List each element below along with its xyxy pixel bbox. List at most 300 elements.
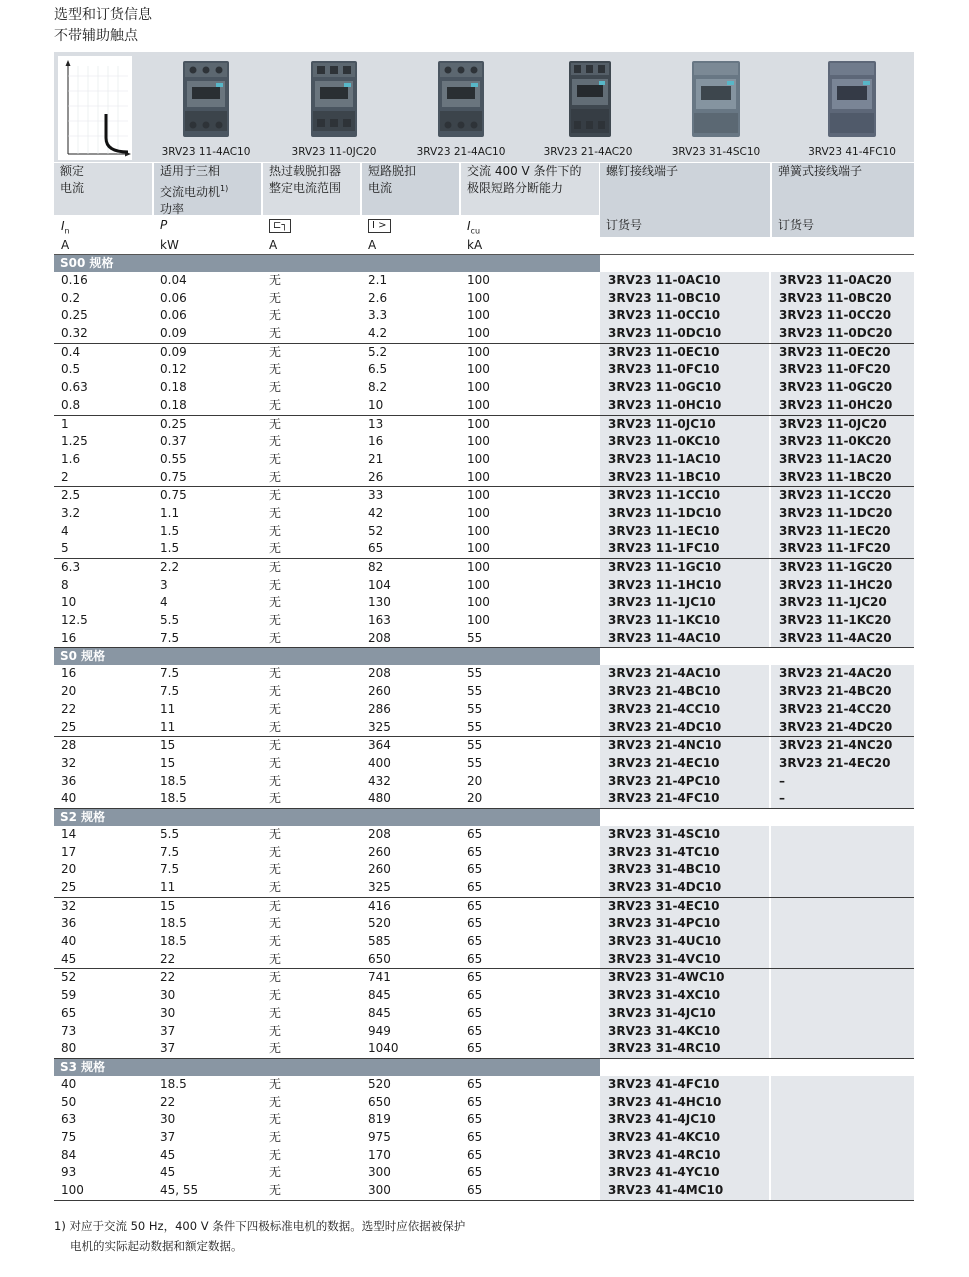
spring-order-number-cell — [771, 826, 914, 844]
row-group — [54, 665, 914, 737]
footnote — [54, 1216, 465, 1256]
screw-order-number-cell: 3RV23 31-4SC10 — [600, 826, 769, 844]
screw-order-number-cell: 3RV23 31-4XC10 — [600, 987, 769, 1005]
short-circuit-current-cell: 42 — [368, 505, 384, 520]
motor-power-cell: 5.5 — [160, 826, 180, 841]
motor-power-cell: 30 — [160, 1112, 176, 1127]
breaking-capacity-cell: 100 — [467, 308, 490, 323]
motor-power-cell: 7.5 — [160, 666, 180, 681]
short-circuit-current-cell: 949 — [368, 1023, 391, 1038]
product-label: 3RV23 21-4AC20 — [543, 146, 633, 158]
motor-power-cell: 0.55 — [160, 451, 187, 466]
short-circuit-current-cell: 208 — [368, 630, 391, 645]
rated-current-cell: 75 — [61, 1129, 77, 1144]
row-group — [54, 737, 914, 809]
thermal-range-cell: 无 — [269, 416, 282, 431]
screw-order-number-cell: 3RV23 31-4TC10 — [600, 844, 769, 862]
motor-power-cell: 0.06 — [160, 290, 187, 305]
spring-order-number-cell: 3RV23 11-0AC20 — [771, 272, 914, 290]
breaker-device-icon — [434, 59, 488, 139]
row-group — [54, 344, 914, 416]
table-row — [54, 540, 914, 558]
breaking-capacity-cell: 65 — [467, 1023, 483, 1038]
short-circuit-current-cell: 208 — [368, 666, 391, 681]
motor-power-cell: 11 — [160, 719, 176, 734]
short-circuit-current-cell: 33 — [368, 488, 384, 503]
spring-order-number-cell: 3RV23 21-4NC20 — [771, 737, 914, 755]
spring-order-number-cell — [771, 933, 914, 951]
screw-order-number-cell: 3RV23 11-1DC10 — [600, 505, 769, 523]
table-row — [54, 773, 914, 791]
table-row — [54, 898, 914, 916]
breaking-capacity-cell: 20 — [467, 773, 483, 788]
motor-power-cell: 0.04 — [160, 273, 187, 287]
spring-order-number-cell — [771, 915, 914, 933]
motor-power-cell: 45, 55 — [160, 1183, 199, 1197]
short-circuit-current-cell: 130 — [368, 595, 391, 610]
spring-order-number-cell: 3RV23 11-1JC20 — [771, 594, 914, 612]
table-row — [54, 594, 914, 612]
table-row — [54, 433, 914, 451]
screw-order-number-cell: 3RV23 11-0JC10 — [600, 416, 769, 434]
screw-order-number-cell: 3RV23 21-4BC10 — [600, 683, 769, 701]
spring-order-number-cell: – — [771, 790, 914, 808]
breaking-capacity-cell: 65 — [467, 880, 483, 894]
header-rated-current: 额定 电流 — [54, 163, 152, 215]
short-circuit-current-cell: 26 — [368, 469, 384, 484]
short-circuit-current-cell: 286 — [368, 701, 391, 716]
table-row — [54, 1129, 914, 1147]
spring-order-number-cell — [771, 987, 914, 1005]
rated-current-cell: 0.32 — [61, 326, 88, 341]
motor-power-cell: 7.5 — [160, 862, 180, 877]
motor-power-cell: 0.75 — [160, 488, 187, 503]
spring-order-number-cell — [771, 1005, 914, 1023]
thermal-range-cell: 无 — [269, 1129, 282, 1144]
spring-order-number-cell — [771, 1129, 914, 1147]
thermal-range-cell: 无 — [269, 719, 282, 734]
motor-power-cell: 7.5 — [160, 630, 180, 645]
screw-order-number-cell: 3RV23 11-0EC10 — [600, 344, 769, 362]
thermal-range-cell: 无 — [269, 934, 282, 949]
breaking-capacity-cell: 100 — [467, 362, 490, 377]
short-circuit-current-cell: 300 — [368, 1165, 391, 1180]
thermal-range-cell: 无 — [269, 541, 282, 556]
product-label: 3RV23 11-0JC20 — [291, 146, 377, 158]
thermal-range-cell: 无 — [269, 755, 282, 770]
rated-current-cell: 32 — [61, 898, 77, 913]
short-circuit-current-cell: 8.2 — [368, 380, 388, 395]
rated-current-cell: 20 — [61, 862, 77, 877]
rated-current-cell: 6.3 — [61, 560, 81, 574]
motor-power-cell: 1.5 — [160, 523, 180, 538]
spring-order-number-cell: – — [771, 773, 914, 791]
motor-power-cell: 0.06 — [160, 308, 187, 323]
breaking-capacity-cell: 100 — [467, 416, 490, 431]
symbol-in: $I_n$ — [61, 219, 70, 236]
spring-order-number-cell: 3RV23 11-0EC20 — [771, 344, 914, 362]
rated-current-cell: 8 — [61, 577, 69, 592]
symbol-p: P — [160, 218, 168, 232]
thermal-range-cell: 无 — [269, 1094, 282, 1109]
thermal-range-cell: 无 — [269, 916, 282, 931]
thermal-range-cell: 无 — [269, 505, 282, 520]
screw-order-number-cell: 3RV23 11-0BC10 — [600, 290, 769, 308]
header-short-circuit: 短路脱扣 电流 — [362, 163, 459, 215]
rated-current-cell: 17 — [61, 844, 77, 859]
ordering-table — [54, 255, 914, 1201]
motor-power-cell: 22 — [160, 1094, 176, 1109]
short-circuit-current-cell: 16 — [368, 434, 384, 449]
motor-power-cell: 18.5 — [160, 934, 187, 949]
thermal-range-cell: 无 — [269, 666, 282, 681]
thermal-range-cell: 无 — [269, 326, 282, 341]
screw-order-number-cell: 3RV23 11-0CC10 — [600, 307, 769, 325]
motor-power-cell: 15 — [160, 755, 176, 770]
motor-power-cell: 2.2 — [160, 560, 180, 574]
breaking-capacity-cell: 100 — [467, 380, 490, 395]
screw-order-number-cell: 3RV23 21-4NC10 — [600, 737, 769, 755]
table-row — [54, 1076, 914, 1094]
thermal-range-cell: 无 — [269, 773, 282, 788]
thermal-range-cell: 无 — [269, 488, 282, 503]
rated-current-cell: 0.5 — [61, 362, 81, 377]
motor-power-cell: 11 — [160, 701, 176, 716]
motor-power-cell: 0.18 — [160, 380, 187, 395]
spring-order-number-cell: 3RV23 11-0KC20 — [771, 433, 914, 451]
motor-power-cell: 0.25 — [160, 416, 187, 431]
screw-order-number-cell: 3RV23 41-4HC10 — [600, 1094, 769, 1112]
footnote-line: 1) 对应于交流 50 Hz，400 V 条件下四极标准电机的数据。选型时应依据被保护 — [54, 1219, 466, 1233]
motor-power-cell: 37 — [160, 1023, 176, 1038]
motor-power-cell: 45 — [160, 1147, 176, 1162]
breaking-capacity-cell: 65 — [467, 1076, 483, 1091]
breaking-capacity-cell: 100 — [467, 541, 490, 556]
thermal-range-cell: 无 — [269, 451, 282, 466]
rated-current-cell: 22 — [61, 701, 77, 716]
breaker-device-icon — [307, 59, 361, 139]
screw-order-number-cell: 3RV23 21-4EC10 — [600, 755, 769, 773]
motor-power-cell: 0.12 — [160, 362, 187, 377]
table-row — [54, 951, 914, 969]
spring-order-number-cell — [771, 1076, 914, 1094]
short-circuit-current-cell: 650 — [368, 1094, 391, 1109]
header-thermal-range: 热过载脱扣器 整定电流范围 — [263, 163, 360, 215]
rated-current-cell: 63 — [61, 1112, 77, 1127]
short-circuit-current-cell: 10 — [368, 397, 384, 412]
breaking-capacity-cell: 100 — [467, 344, 490, 359]
spring-order-number-cell: 3RV23 11-4AC20 — [771, 630, 914, 648]
thermal-range-cell: 无 — [269, 273, 282, 287]
table-row — [54, 272, 914, 290]
motor-power-cell: 18.5 — [160, 791, 187, 806]
spring-order-number-cell: 3RV23 11-0CC20 — [771, 307, 914, 325]
section-title: S2 规格 — [54, 809, 600, 826]
table-row — [54, 790, 914, 808]
breaking-capacity-cell: 100 — [467, 273, 490, 287]
spring-order-number-cell — [771, 1147, 914, 1165]
rated-current-cell: 10 — [61, 595, 77, 610]
motor-power-cell: 5.5 — [160, 613, 180, 628]
breaker-device-icon — [179, 59, 233, 139]
table-row — [54, 1147, 914, 1165]
short-circuit-current-cell: 2.1 — [368, 273, 388, 287]
short-circuit-current-cell: 520 — [368, 1076, 391, 1091]
product-image — [274, 56, 394, 160]
spring-order-number-cell: 3RV23 21-4EC20 — [771, 755, 914, 773]
row-group — [54, 272, 914, 344]
short-circuit-current-cell: 300 — [368, 1183, 391, 1197]
subtitle-line: 不带辅助触点 — [54, 28, 138, 44]
breaking-capacity-cell: 65 — [467, 844, 483, 859]
motor-power-cell: 18.5 — [160, 1076, 187, 1091]
breaking-capacity-cell: 100 — [467, 469, 490, 484]
short-circuit-current-cell: 741 — [368, 970, 391, 985]
screw-order-number-cell: 3RV23 31-4UC10 — [600, 933, 769, 951]
rated-current-cell: 36 — [61, 773, 77, 788]
table-row — [54, 416, 914, 434]
product-label: 3RV23 21-4AC10 — [416, 146, 506, 158]
spring-order-number-cell: 3RV23 11-1FC20 — [771, 540, 914, 558]
row-group — [54, 487, 914, 559]
table-row — [54, 987, 914, 1005]
unit-label: A — [368, 238, 377, 252]
table-row — [54, 577, 914, 595]
motor-power-cell: 11 — [160, 880, 176, 894]
breaking-capacity-cell: 55 — [467, 630, 483, 645]
short-circuit-current-cell: 416 — [368, 898, 391, 913]
motor-power-cell: 4 — [160, 595, 168, 610]
breaking-capacity-cell: 65 — [467, 988, 483, 1003]
unit-label: kA — [467, 238, 483, 252]
breaking-capacity-cell: 100 — [467, 451, 490, 466]
breaking-capacity-cell: 65 — [467, 1041, 483, 1056]
unit-label: A — [61, 238, 70, 252]
motor-power-cell: 0.75 — [160, 469, 187, 484]
thermal-range-cell: 无 — [269, 844, 282, 859]
rated-current-cell: 73 — [61, 1023, 77, 1038]
motor-power-cell: 30 — [160, 988, 176, 1003]
product-image — [146, 56, 266, 160]
spring-order-number-cell: 3RV23 11-0DC20 — [771, 325, 914, 343]
short-circuit-current-cell: 480 — [368, 791, 391, 806]
table-row — [54, 719, 914, 737]
table-row — [54, 879, 914, 897]
breaking-capacity-cell: 65 — [467, 862, 483, 877]
page-title — [54, 5, 152, 47]
screw-order-number-cell: 3RV23 21-4DC10 — [600, 719, 769, 737]
product-image — [401, 56, 521, 160]
rated-current-cell: 0.8 — [61, 397, 81, 412]
spring-order-number-cell — [771, 1111, 914, 1129]
screw-order-number-cell: 3RV23 11-0FC10 — [600, 361, 769, 379]
short-circuit-current-cell: 650 — [368, 951, 391, 966]
breaking-capacity-cell: 65 — [467, 970, 483, 985]
row-group — [54, 826, 914, 898]
breaking-capacity-cell: 65 — [467, 1129, 483, 1144]
motor-power-cell: 22 — [160, 970, 176, 985]
title-line: 选型和订货信息 — [54, 7, 152, 23]
row-group — [54, 969, 914, 1058]
section-title: S00 规格 — [54, 255, 600, 272]
table-row — [54, 1040, 914, 1058]
breaking-capacity-cell: 65 — [467, 1094, 483, 1109]
short-circuit-current-cell: 163 — [368, 613, 391, 628]
thermal-range-cell: 无 — [269, 397, 282, 412]
product-image — [792, 56, 912, 160]
breaking-capacity-cell: 55 — [467, 719, 483, 734]
rated-current-cell: 1.25 — [61, 434, 88, 449]
short-circuit-current-cell: 260 — [368, 684, 391, 699]
spring-order-number-cell: 3RV23 11-1EC20 — [771, 523, 914, 541]
rated-current-cell: 5 — [61, 541, 69, 556]
short-circuit-current-cell: 400 — [368, 755, 391, 770]
breaker-device-icon — [825, 59, 879, 139]
screw-order-number-cell: 3RV23 31-4RC10 — [600, 1040, 769, 1058]
spring-order-number-cell: 3RV23 11-1BC20 — [771, 469, 914, 487]
breaking-capacity-cell: 55 — [467, 666, 483, 681]
spring-order-number-cell: 3RV23 11-0HC20 — [771, 397, 914, 415]
screw-order-number-cell: 3RV23 11-0GC10 — [600, 379, 769, 397]
thermal-range-cell: 无 — [269, 898, 282, 913]
rated-current-cell: 80 — [61, 1041, 77, 1056]
thermal-range-cell: 无 — [269, 630, 282, 645]
screw-order-number-cell: 3RV23 41-4RC10 — [600, 1147, 769, 1165]
short-circuit-current-cell: 325 — [368, 880, 391, 894]
rated-current-cell: 16 — [61, 666, 77, 681]
table-row — [54, 612, 914, 630]
table-row — [54, 969, 914, 987]
rated-current-cell: 28 — [61, 738, 77, 753]
screw-order-number-cell: 3RV23 11-1CC10 — [600, 487, 769, 505]
screw-order-number-cell: 3RV23 41-4JC10 — [600, 1111, 769, 1129]
header-spring-terminal: 弹簧式接线端子 — [772, 163, 914, 215]
section-header — [54, 809, 914, 826]
thermal-range-cell: 无 — [269, 826, 282, 841]
spring-order-number-cell: 3RV23 11-1GC20 — [771, 559, 914, 577]
thermal-range-cell: 无 — [269, 1023, 282, 1038]
thermal-range-cell: 无 — [269, 595, 282, 610]
rated-current-cell: 59 — [61, 988, 77, 1003]
short-circuit-current-cell: 4.2 — [368, 326, 388, 341]
unit-label: kW — [160, 238, 179, 252]
screw-order-number-cell: 3RV23 21-4FC10 — [600, 790, 769, 808]
short-circuit-current-cell: 585 — [368, 934, 391, 949]
product-image — [656, 56, 776, 160]
table-row — [54, 397, 914, 415]
rated-current-cell: 0.25 — [61, 308, 88, 323]
product-image — [528, 56, 648, 160]
row-group — [54, 898, 914, 970]
breaking-capacity-cell: 100 — [467, 488, 490, 503]
rated-current-cell: 4 — [61, 523, 69, 538]
rated-current-cell: 40 — [61, 791, 77, 806]
short-circuit-current-cell: 3.3 — [368, 308, 388, 323]
table-row — [54, 826, 914, 844]
rated-current-cell: 45 — [61, 951, 77, 966]
short-circuit-current-cell: 208 — [368, 826, 391, 841]
spring-order-number-cell: 3RV23 21-4DC20 — [771, 719, 914, 737]
breaking-capacity-cell: 55 — [467, 738, 483, 753]
screw-order-number-cell: 3RV23 31-4BC10 — [600, 861, 769, 879]
thermal-range-cell: 无 — [269, 862, 282, 877]
motor-power-cell: 7.5 — [160, 844, 180, 859]
table-row — [54, 755, 914, 773]
breaking-capacity-cell: 65 — [467, 1112, 483, 1127]
thermal-range-cell: 无 — [269, 290, 282, 305]
thermal-range-cell: 无 — [269, 434, 282, 449]
section-header — [54, 1059, 914, 1076]
spring-order-number-cell: 3RV23 11-1DC20 — [771, 505, 914, 523]
screw-order-number-cell: 3RV23 11-1GC10 — [600, 559, 769, 577]
row-group — [54, 1076, 914, 1201]
screw-order-number-cell: 3RV23 31-4KC10 — [600, 1023, 769, 1041]
row-group — [54, 416, 914, 488]
spring-order-number-cell — [771, 898, 914, 916]
table-row — [54, 379, 914, 397]
spring-order-number-cell: 3RV23 11-1CC20 — [771, 487, 914, 505]
screw-order-number-cell: 3RV23 11-0AC10 — [600, 272, 769, 290]
short-circuit-current-cell: 21 — [368, 451, 384, 466]
motor-power-cell: 37 — [160, 1129, 176, 1144]
spring-order-number-cell: 3RV23 11-0JC20 — [771, 416, 914, 434]
rated-current-cell: 12.5 — [61, 613, 88, 628]
screw-order-number-cell: 3RV23 11-1BC10 — [600, 469, 769, 487]
breaking-capacity-cell: 65 — [467, 916, 483, 931]
unit-label: A — [269, 238, 278, 252]
rated-current-cell: 84 — [61, 1147, 77, 1162]
screw-order-number-cell: 3RV23 11-4AC10 — [600, 630, 769, 648]
spring-order-number-cell: 3RV23 11-0BC20 — [771, 290, 914, 308]
short-circuit-current-cell: 13 — [368, 416, 384, 431]
rated-current-cell: 16 — [61, 630, 77, 645]
rated-current-cell: 2 — [61, 469, 69, 484]
rated-current-cell: 36 — [61, 916, 77, 931]
screw-order-number-cell: 3RV23 41-4KC10 — [600, 1129, 769, 1147]
rated-current-cell: 2.5 — [61, 488, 81, 503]
table-row — [54, 1005, 914, 1023]
thermal-range-cell: 无 — [269, 1165, 282, 1180]
table-row — [54, 505, 914, 523]
breaking-capacity-cell: 100 — [467, 434, 490, 449]
header-screw-terminal: 螺钉接线端子 — [600, 163, 770, 215]
trip-curve-icon — [58, 56, 132, 160]
screw-order-number-cell: 3RV23 41-4MC10 — [600, 1182, 769, 1200]
short-circuit-current-cell: 82 — [368, 560, 384, 574]
screw-order-number-cell: 3RV23 21-4AC10 — [600, 665, 769, 683]
spring-order-number-cell: 3RV23 21-4CC20 — [771, 701, 914, 719]
section-title: S0 规格 — [54, 648, 600, 665]
rated-current-cell: 1.6 — [61, 451, 81, 466]
breaking-capacity-cell: 100 — [467, 523, 490, 538]
product-photo-band — [54, 52, 914, 162]
table-row — [54, 933, 914, 951]
breaking-capacity-cell: 65 — [467, 1005, 483, 1020]
table-row — [54, 451, 914, 469]
breaking-capacity-cell: 65 — [467, 951, 483, 966]
rated-current-cell: 52 — [61, 970, 77, 985]
screw-order-number-cell: 3RV23 21-4PC10 — [600, 773, 769, 791]
table-row — [54, 683, 914, 701]
footnote-line: 电机的实际起动数据和额定数据。 — [70, 1239, 243, 1253]
header-breaking-capacity: 交流 400 V 条件下的 极限短路分断能力 — [461, 163, 599, 215]
breaking-capacity-cell: 100 — [467, 577, 490, 592]
screw-order-number-cell: 3RV23 11-1EC10 — [600, 523, 769, 541]
spring-order-number-cell — [771, 951, 914, 969]
motor-power-cell: 1.1 — [160, 505, 180, 520]
rated-current-cell: 25 — [61, 880, 77, 894]
spring-order-number-cell: 3RV23 11-0FC20 — [771, 361, 914, 379]
